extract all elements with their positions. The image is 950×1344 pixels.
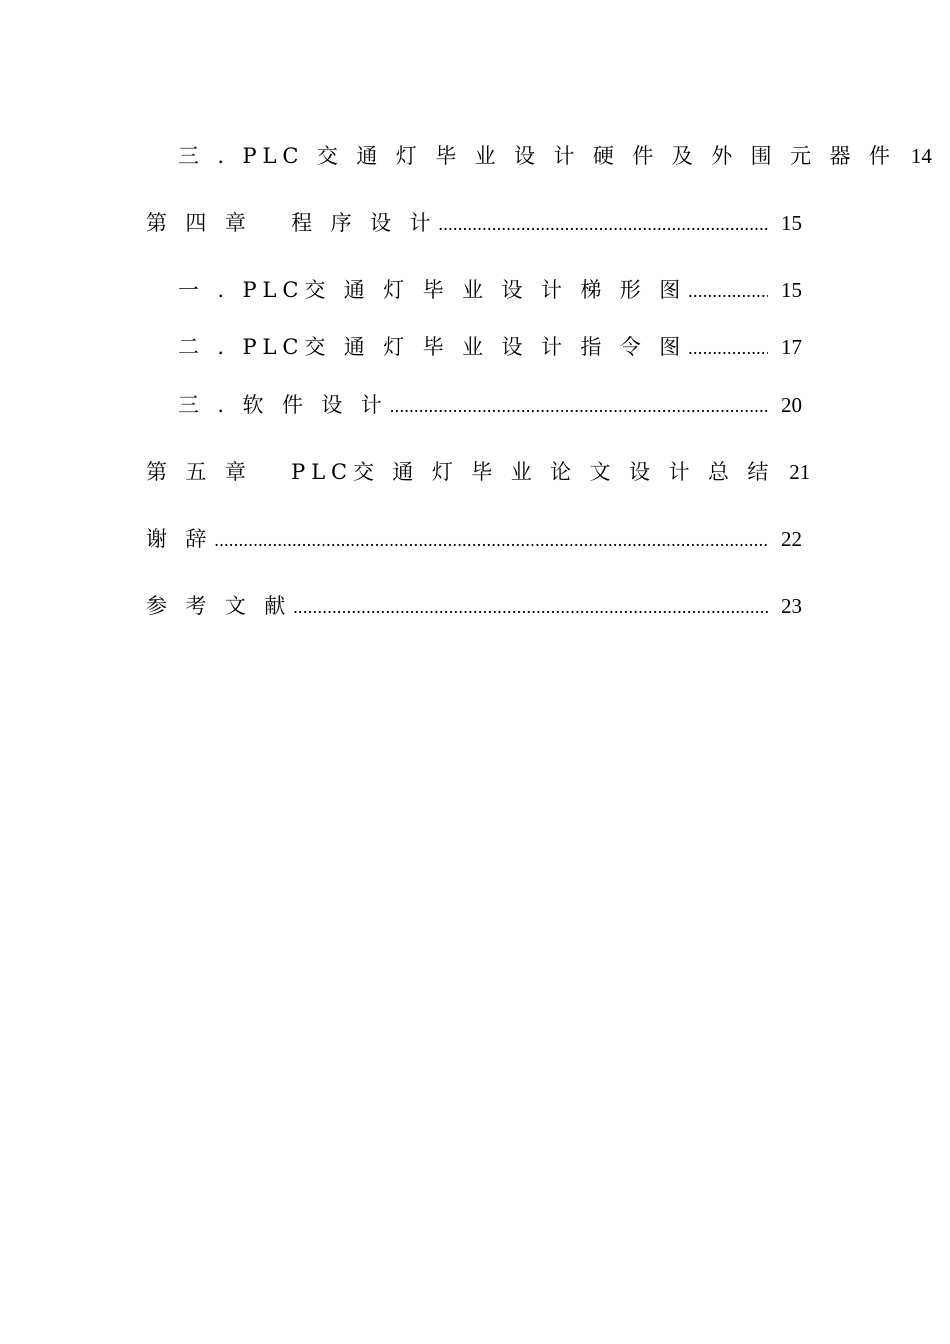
toc-page-number: 22 [781,527,802,551]
toc-entry-acknowledgements[interactable] [146,524,802,554]
toc-dot-leader [688,333,768,363]
toc-entry-ladder-diagram[interactable] [178,275,802,305]
toc-entry-title: 三 . PLC 交 通 灯 毕 业 设 计 硬 件 及 外 围 元 器 件 [178,144,896,168]
toc-page-number: 14 [910,144,932,168]
toc-entry-title: 三 . 软 件 设 计 [178,393,388,417]
toc-page-number: 15 [781,278,802,302]
toc-dot-leader [214,525,768,555]
toc-page-number: 23 [781,594,802,618]
toc-dot-leader [390,391,768,421]
toc-entry-title: 第 五 章 PLC交 通 灯 毕 业 论 文 设 计 总 结 [146,460,775,484]
toc-entry-hardware[interactable] [178,141,932,171]
toc-entry-references[interactable] [146,591,802,621]
toc-entry-title: 二 . PLC交 通 灯 毕 业 设 计 指 令 图 [178,335,687,359]
toc-entry-title: 参 考 文 献 [146,594,292,618]
toc-dot-leader [438,209,768,239]
toc-entry-instruction-diagram[interactable] [178,332,802,362]
toc-entry-title: 一 . PLC交 通 灯 毕 业 设 计 梯 形 图 [178,278,687,302]
toc-page-number: 17 [781,335,802,359]
toc-dot-leader [293,592,768,622]
toc-entry-title: 第 四 章 程 序 设 计 [146,211,437,235]
toc-entry-chapter-4[interactable] [146,208,802,238]
toc-page-number: 20 [781,393,802,417]
toc-page-number: 15 [781,211,802,235]
toc-entry-chapter-5[interactable] [146,457,811,487]
toc-entry-title: 谢 辞 [146,527,213,551]
toc-entry-software-design[interactable] [178,390,802,420]
toc-dot-leader [688,276,768,306]
toc-page-number: 21 [789,460,811,484]
